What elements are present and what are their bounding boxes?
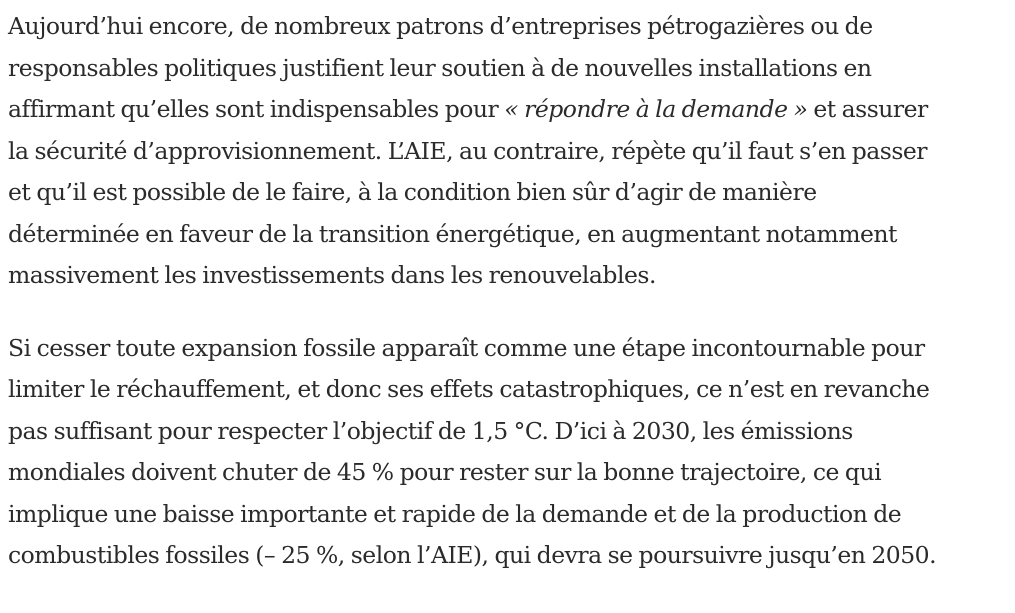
text-line xyxy=(8,411,1008,453)
text-line xyxy=(8,214,1008,256)
text-segment: et qu’il est possible de le faire, à la condition bien sûr d’agir de manière xyxy=(8,178,817,206)
text-segment: Si cesser toute expansion fossile apparaît comme une étape incontournable pour xyxy=(8,333,925,362)
text-segment: Aujourd’hui encore, de nombreux patrons d’entreprises pétrogazières ou de xyxy=(8,12,873,40)
text-line xyxy=(8,328,1008,370)
text-segment: la sécurité d’approvisionnement. L’AIE, au contraire, répète qu’il faut s’en passer xyxy=(8,136,928,165)
text-line xyxy=(8,452,1008,494)
text-line xyxy=(8,494,1008,536)
text-segment: mondiales doivent chuter de 45 % pour rester sur la bonne trajectoire, ce qui xyxy=(8,458,882,486)
text-line xyxy=(8,89,1008,131)
text-line xyxy=(8,369,1008,411)
text-segment: responsables politiques justifient leur soutien à de nouvelles installations en xyxy=(8,53,872,82)
text-segment: pas suffisant pour respecter l’objectif de 1,5 °C. D’ici à 2030, les émissions xyxy=(8,416,853,445)
text-segment: affirmant qu’elles sont indispensables pour xyxy=(8,95,505,123)
text-line xyxy=(8,172,1008,214)
text-line xyxy=(8,535,1008,577)
text-line xyxy=(8,6,1008,48)
article-body xyxy=(8,6,1008,577)
text-segment: implique une baisse importante et rapide de la demande et de la production de xyxy=(8,499,902,528)
text-segment: limiter le réchauffement, et donc ses effets catastrophiques, ce n’est en revanche xyxy=(8,375,930,403)
text-line xyxy=(8,131,1008,173)
paragraph-2 xyxy=(8,328,1008,577)
paragraph-1 xyxy=(8,6,1008,297)
text-segment: et assurer xyxy=(807,95,928,123)
text-segment: combustibles fossiles (– 25 %, selon l’AIE), qui devra se poursuivre jusqu’en 2050. xyxy=(8,541,937,569)
text-line xyxy=(8,48,1008,90)
quotation: « répondre à la demande » xyxy=(504,95,808,123)
text-segment: déterminée en faveur de la transition énergétique, en augmentant notamment xyxy=(8,219,897,248)
text-line xyxy=(8,255,1008,297)
text-segment: massivement les investissements dans les renouvelables. xyxy=(8,261,656,289)
